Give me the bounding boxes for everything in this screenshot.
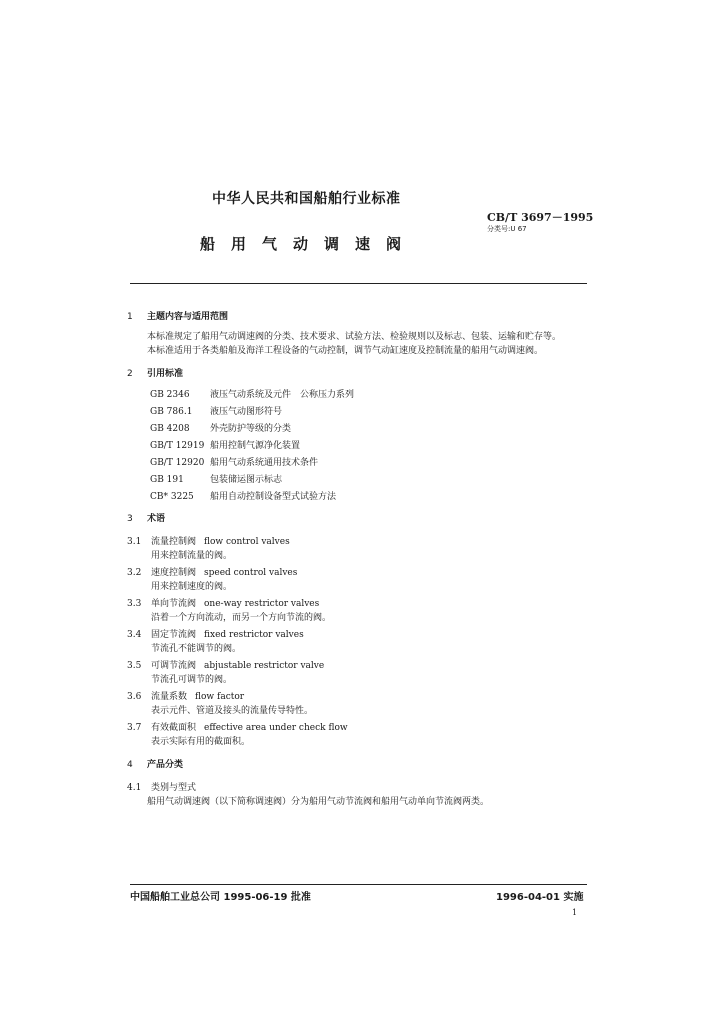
standard-title: 中华人民共和国船舶行业标准 [212,191,401,207]
subsection-number: 4.1 [127,783,142,793]
classification-number: 分类号:U 67 [487,225,527,233]
reference-item [150,387,589,404]
term-english: speed control valves [204,568,298,578]
section-number: 2 [127,369,133,379]
reference-title: 船用气动系统通用技术条件 [210,458,319,468]
section-number: 3 [127,514,133,524]
reference-code: GB 2346 [150,390,190,400]
reference-item [150,489,589,506]
term-chinese: 流量系数 [151,692,188,702]
term-entry [127,566,589,580]
subsection-heading [127,781,589,795]
section-title: 引用标准 [147,369,184,379]
term-english: one-way restrictor valves [204,599,320,609]
term-english: effective area under check flow [204,723,348,733]
reference-code: GB 191 [150,475,184,485]
reference-item [150,404,589,421]
reference-item [150,455,589,472]
term-chinese: 单向节流阀 [151,599,197,609]
term-definition: 沿着一个方向流动，而另一个方向节流的阀。 [151,613,332,623]
reference-title: 船用自动控制设备型式试验方法 [210,492,337,502]
section-1-heading [127,310,589,324]
reference-title: 包装储运图示标志 [210,475,283,485]
section-title: 术语 [147,514,166,524]
section-2-heading [127,367,589,381]
term-entry [127,659,589,673]
approval-statement: 中国船舶工业总公司 1995-06-19 批准 [130,892,311,903]
referenced-standards-list [127,387,589,506]
section-1-paragraph: 本标准规定了船用气动调速阀的分类、技术要求、试验方法、检验规则以及标志、包装、运输和贮存等。 [147,332,562,342]
header-divider [130,283,587,284]
term-entry [127,535,589,549]
effective-date: 1996-04-01 实施 [496,892,584,903]
reference-code: CB* 3225 [150,492,194,502]
section-4-heading [127,758,589,772]
term-chinese: 固定节流阀 [151,630,197,640]
term-english: abjustable restrictor valve [204,661,325,671]
term-entry [127,597,589,611]
reference-code: GB/T 12920 [150,458,205,468]
term-number: 3.7 [127,723,142,733]
term-number: 3.1 [127,537,142,547]
term-entry [127,721,589,735]
section-1-paragraph: 本标准适用于各类船舶及海洋工程设备的气动控制，调节气动缸速度及控制流量的船用气动调速阀。 [147,346,544,356]
term-entry [127,690,589,704]
reference-code: GB 4208 [150,424,190,434]
reference-title: 液压气动图形符号 [210,407,283,417]
term-english: flow factor [195,692,245,702]
term-definition: 节流孔可调节的阀。 [151,675,233,685]
reference-title: 外壳防护等级的分类 [210,424,292,434]
term-number: 3.5 [127,661,142,671]
section-title: 主题内容与适用范围 [147,312,229,322]
term-number: 3.3 [127,599,142,609]
document-title: 船用气动调速阀 [200,235,418,253]
reference-title: 船用控制气源净化装置 [210,441,301,451]
reference-item [150,472,589,489]
term-english: fixed restrictor valves [204,630,304,640]
footer-divider [130,884,587,885]
section-number: 1 [127,312,133,322]
term-number: 3.2 [127,568,142,578]
term-definition: 用来控制速度的阀。 [151,582,233,592]
term-definition: 表示实际有用的截面积。 [151,737,251,747]
term-english: flow control valves [204,537,290,547]
reference-item [150,421,589,438]
term-definition: 表示元件、管道及接头的流量传导特性。 [151,706,314,716]
section-4-paragraph: 船用气动调速阀（以下简称调速阀）分为船用气动节流阀和船用气动单向节流阀两类。 [147,797,490,807]
term-number: 3.4 [127,630,142,640]
term-chinese: 有效截面积 [151,723,197,733]
subsection-title: 类别与型式 [151,783,197,793]
term-chinese: 速度控制阀 [151,568,197,578]
reference-title: 液压气动系统及元件 公称压力系列 [210,390,355,400]
reference-code: GB/T 12919 [150,441,205,451]
term-entry [127,628,589,642]
term-definition: 节流孔不能调节的阀。 [151,644,242,654]
term-chinese: 可调节流阀 [151,661,197,671]
term-number: 3.6 [127,692,142,702]
reference-item [150,438,589,455]
section-3-heading [127,512,589,526]
term-definition: 用来控制流量的阀。 [151,551,233,561]
document-body [127,310,589,809]
standard-code: CB/T 3697－1995 [487,211,594,224]
term-chinese: 流量控制阀 [151,537,197,547]
reference-code: GB 786.1 [150,407,193,417]
section-number: 4 [127,760,133,770]
section-title: 产品分类 [147,760,184,770]
page-number: 1 [572,908,578,917]
